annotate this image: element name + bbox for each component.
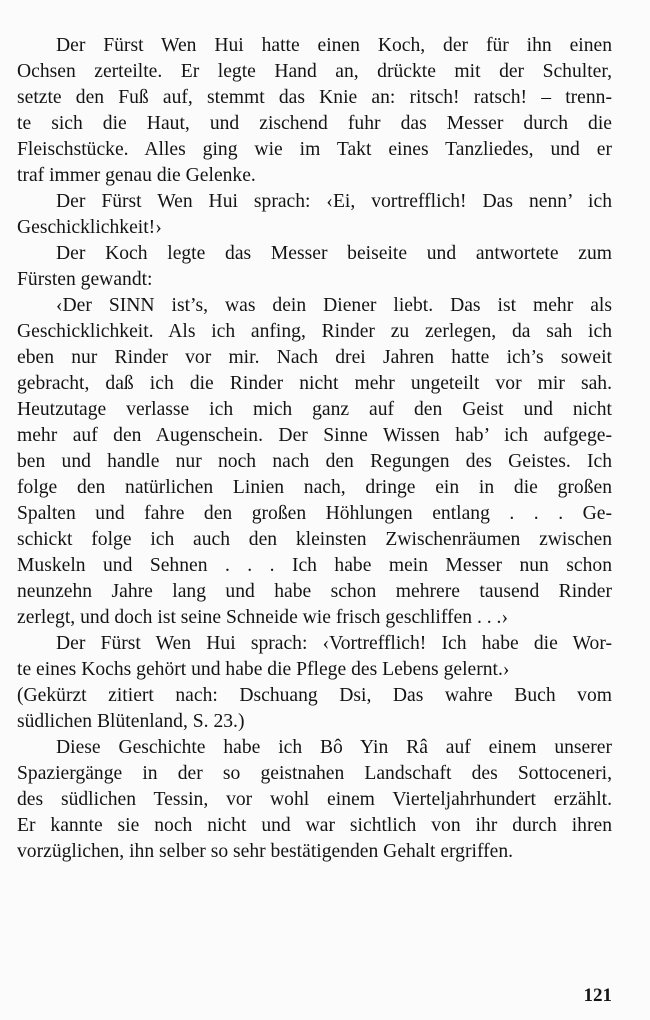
text-line: Fürsten gewandt: (17, 269, 153, 290)
text-line: Der Koch legte das Messer beiseite und antwortete zum (56, 243, 612, 264)
text-line: Spaziergänge in der so geistnahen Landschaft des Sottoceneri, (17, 763, 612, 784)
paragraph (17, 189, 612, 241)
page-number: 121 (583, 985, 612, 1006)
text-line: Muskeln und Sehnen . . . Ich habe mein Messer nun schon (17, 555, 612, 576)
text-line: südlichen Blütenland, S. 23.) (17, 711, 245, 732)
text-line: zerlegt, und doch ist seine Schneide wie frisch geschliffen . . .› (17, 607, 508, 628)
paragraph (17, 293, 612, 631)
citation (17, 683, 612, 735)
paragraph (17, 735, 612, 865)
text-line: folge den natürlichen Linien nach, dringe ein in die großen (17, 477, 612, 498)
paragraph (17, 631, 612, 683)
text-line: eben nur Rinder vor mir. Nach drei Jahren hatte ich’s soweit (17, 347, 612, 368)
text-line: Der Fürst Wen Hui sprach: ‹Vortrefflich! Ich habe die Wor- (56, 633, 612, 654)
paragraph (17, 241, 612, 293)
text-line: mehr auf den Augenschein. Der Sinne Wissen hab’ ich aufgege- (17, 425, 612, 446)
text-line: te eines Kochs gehört und habe die Pflege des Lebens gelernt.› (17, 659, 510, 680)
text-line: Der Fürst Wen Hui hatte einen Koch, der für ihn einen (56, 35, 612, 56)
text-line: traf immer genau die Gelenke. (17, 165, 256, 186)
text-line: Der Fürst Wen Hui sprach: ‹Ei, vortrefflich! Das nenn’ ich (56, 191, 612, 212)
text-line: Fleischstücke. Alles ging wie im Takt eines Tanzliedes, und er (17, 139, 612, 160)
text-line: te sich die Haut, und zischend fuhr das Messer durch die (17, 113, 612, 134)
text-line: setzte den Fuß auf, stemmt das Knie an: ritsch! ratsch! – trenn- (17, 87, 612, 108)
text-line: neunzehn Jahre lang und habe schon mehrere tausend Rinder (17, 581, 612, 602)
text-line: ben und handle nur noch nach den Regungen des Geistes. Ich (17, 451, 612, 472)
text-line: ‹Der SINN ist’s, was dein Diener liebt. Das ist mehr als (56, 295, 612, 316)
text-line: (Gekürzt zitiert nach: Dschuang Dsi, Das wahre Buch vom (17, 685, 612, 706)
text-line: Spalten und fahre den großen Höhlungen entlang . . . Ge- (17, 503, 612, 524)
text-line: Geschicklichkeit!› (17, 217, 162, 238)
book-page-text (17, 33, 612, 865)
text-line: vorzüglichen, ihn selber so sehr bestätigenden Gehalt ergriffen. (17, 841, 514, 862)
text-line: des südlichen Tessin, vor wohl einem Vierteljahrhundert erzählt. (17, 789, 612, 810)
text-line: Geschicklichkeit. Als ich anfing, Rinder zu zerlegen, da sah ich (17, 321, 612, 342)
text-line: Heutzutage verlasse ich mich ganz auf den Geist und nicht (17, 399, 612, 420)
text-line: Ochsen zerteilte. Er legte Hand an, drückte mit der Schulter, (17, 61, 612, 82)
paragraph (17, 33, 612, 189)
text-line: schickt folge ich auch den kleinsten Zwischenräumen zwischen (17, 529, 612, 550)
text-line: Er kannte sie noch nicht und war sichtlich von ihr durch ihren (17, 815, 612, 836)
text-line: gebracht, daß ich die Rinder nicht mehr ungeteilt vor mir sah. (17, 373, 612, 394)
text-line: Diese Geschichte habe ich Bô Yin Râ auf einem unserer (56, 737, 612, 758)
